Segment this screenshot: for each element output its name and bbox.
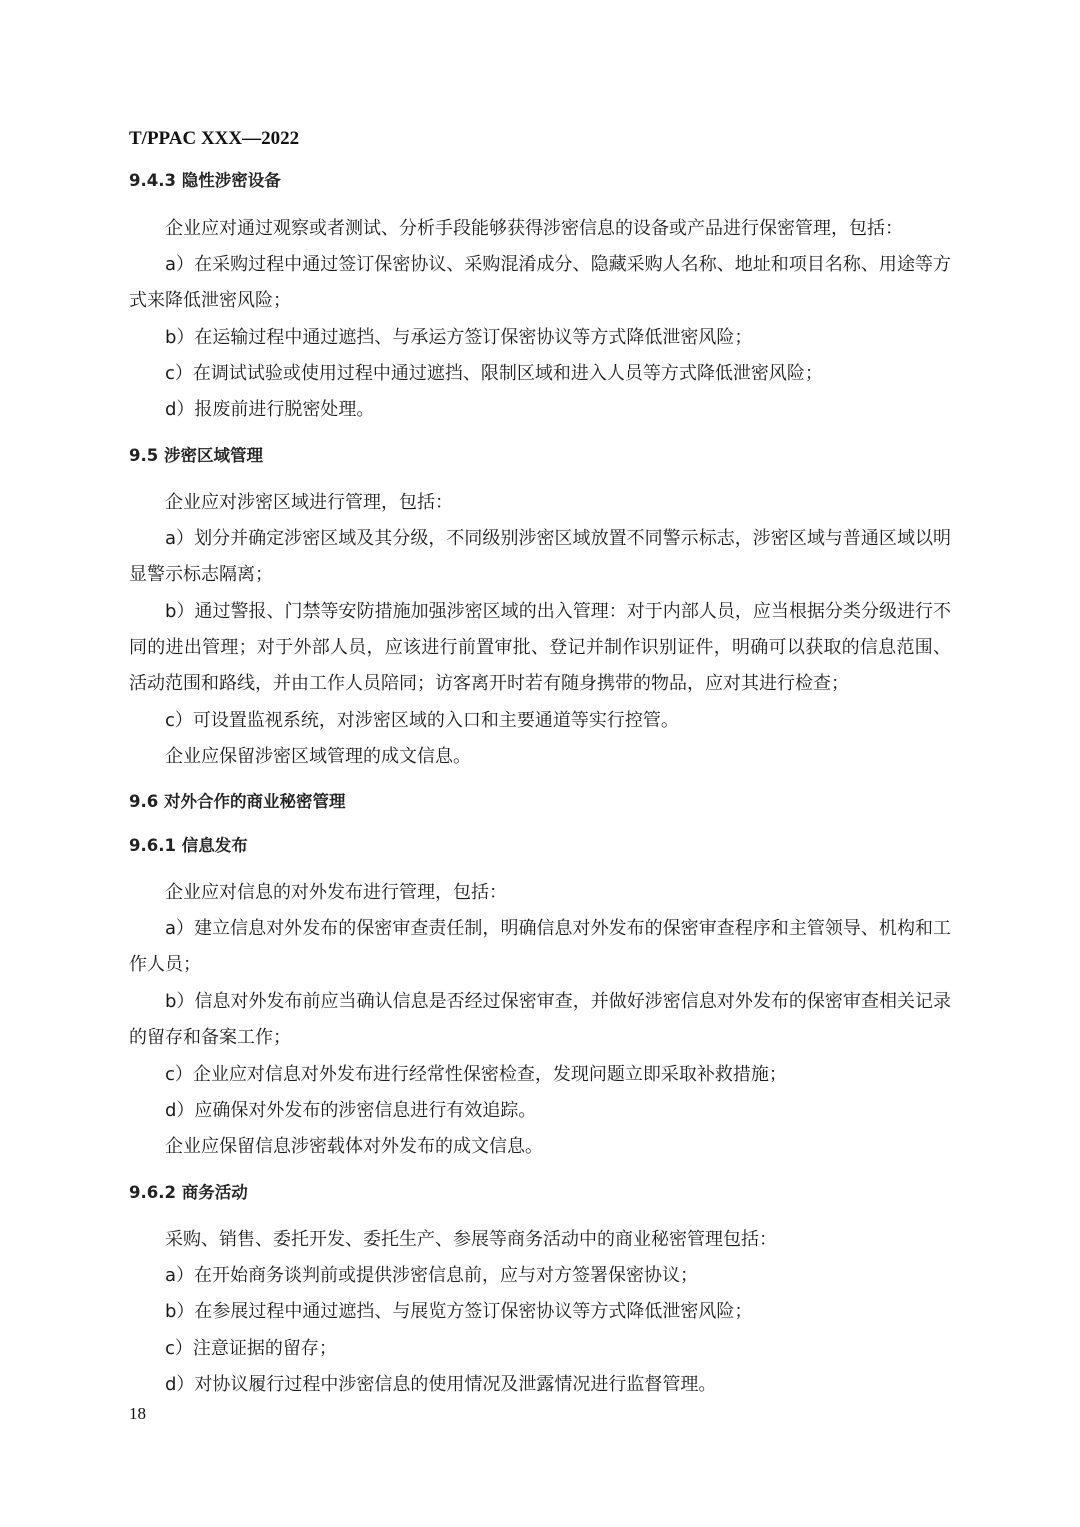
- heading-9-4-3: 9.4.3 隐性涉密设备: [129, 171, 281, 190]
- list-item-9-4-3-d: d）报废前进行脱密处理。: [165, 399, 375, 420]
- paragraph-9-4-3-intro: 企业应对通过观察或者测试、分析手段能够获得涉密信息的设备或产品进行保密管理，包括：: [165, 218, 903, 239]
- list-item-9-4-3-c: c）在调试试验或使用过程中通过遮挡、限制区域和进入人员等方式降低泄密风险；: [165, 363, 823, 384]
- list-item-9-6-2-d: d）对协议履行过程中涉密信息的使用情况及泄露情况进行监督管理。: [165, 1374, 717, 1395]
- list-item-9-5-c: c）可设置监视系统，对涉密区域的入口和主要通道等实行控管。: [165, 710, 679, 731]
- list-item-9-6-2-b: b）在参展过程中通过遮挡、与展览方签订保密协议等方式降低泄密风险；: [165, 1301, 753, 1322]
- heading-9-6-2: 9.6.2 商务活动: [129, 1183, 248, 1202]
- list-item-9-6-1-c: c）企业应对信息对外发布进行经常性保密检查，发现问题立即采取补救措施；: [165, 1064, 787, 1085]
- list-item-9-5-b: b）通过警报、门禁等安防措施加强涉密区域的出入管理：对于内部人员，应当根据分类分级进行不同的进出管理；对于外部人员，应该进行前置审批、登记并制作识别证件，明确可以获取的信息范围、活动范围和路线，并由工作人员陪同；访客离开时若有随身携带的物品，应对其进行检查；: [129, 601, 951, 694]
- heading-9-5: 9.5 涉密区域管理: [129, 446, 263, 465]
- page-number: 18: [129, 1404, 146, 1423]
- document-code: T/PPAC XXX—2022: [129, 128, 300, 149]
- list-item-9-6-2-c: c）注意证据的留存；: [165, 1338, 337, 1359]
- paragraph-9-6-1-retain: 企业应保留信息涉密载体对外发布的成文信息。: [165, 1136, 543, 1157]
- list-item-9-6-1-a: a）建立信息对外发布的保密审查责任制，明确信息对外发布的保密审查程序和主管领导、机构和工作人员；: [129, 918, 951, 975]
- list-item-9-6-1-b: b）信息对外发布前应当确认信息是否经过保密审查，并做好涉密信息对外发布的保密审查相关记录的留存和备案工作；: [129, 991, 951, 1048]
- list-item-9-5-a: a）划分并确定涉密区域及其分级，不同级别涉密区域放置不同警示标志，涉密区域与普通区域以明显警示标志隔离；: [129, 528, 951, 585]
- paragraph-9-6-2-intro: 采购、销售、委托开发、委托生产、参展等商务活动中的商业秘密管理包括：: [165, 1229, 777, 1250]
- list-item-9-4-3-a: a）在采购过程中通过签订保密协议、采购混淆成分、隐藏采购人名称、地址和项目名称、用途等方式来降低泄密风险；: [129, 254, 951, 311]
- list-item-9-4-3-b: b）在运输过程中通过遮挡、与承运方签订保密协议等方式降低泄密风险；: [165, 327, 753, 348]
- heading-9-6-1: 9.6.1 信息发布: [129, 836, 248, 855]
- list-item-9-6-2-a: a）在开始商务谈判前或提供涉密信息前，应与对方签署保密协议；: [165, 1265, 699, 1286]
- heading-9-6: 9.6 对外合作的商业秘密管理: [129, 792, 346, 811]
- paragraph-9-5-intro: 企业应对涉密区域进行管理，包括：: [165, 492, 453, 513]
- list-item-9-6-1-d: d）应确保对外发布的涉密信息进行有效追踪。: [165, 1100, 537, 1121]
- paragraph-9-6-1-intro: 企业应对信息的对外发布进行管理，包括：: [165, 882, 507, 903]
- paragraph-9-5-retain: 企业应保留涉密区域管理的成文信息。: [165, 746, 471, 767]
